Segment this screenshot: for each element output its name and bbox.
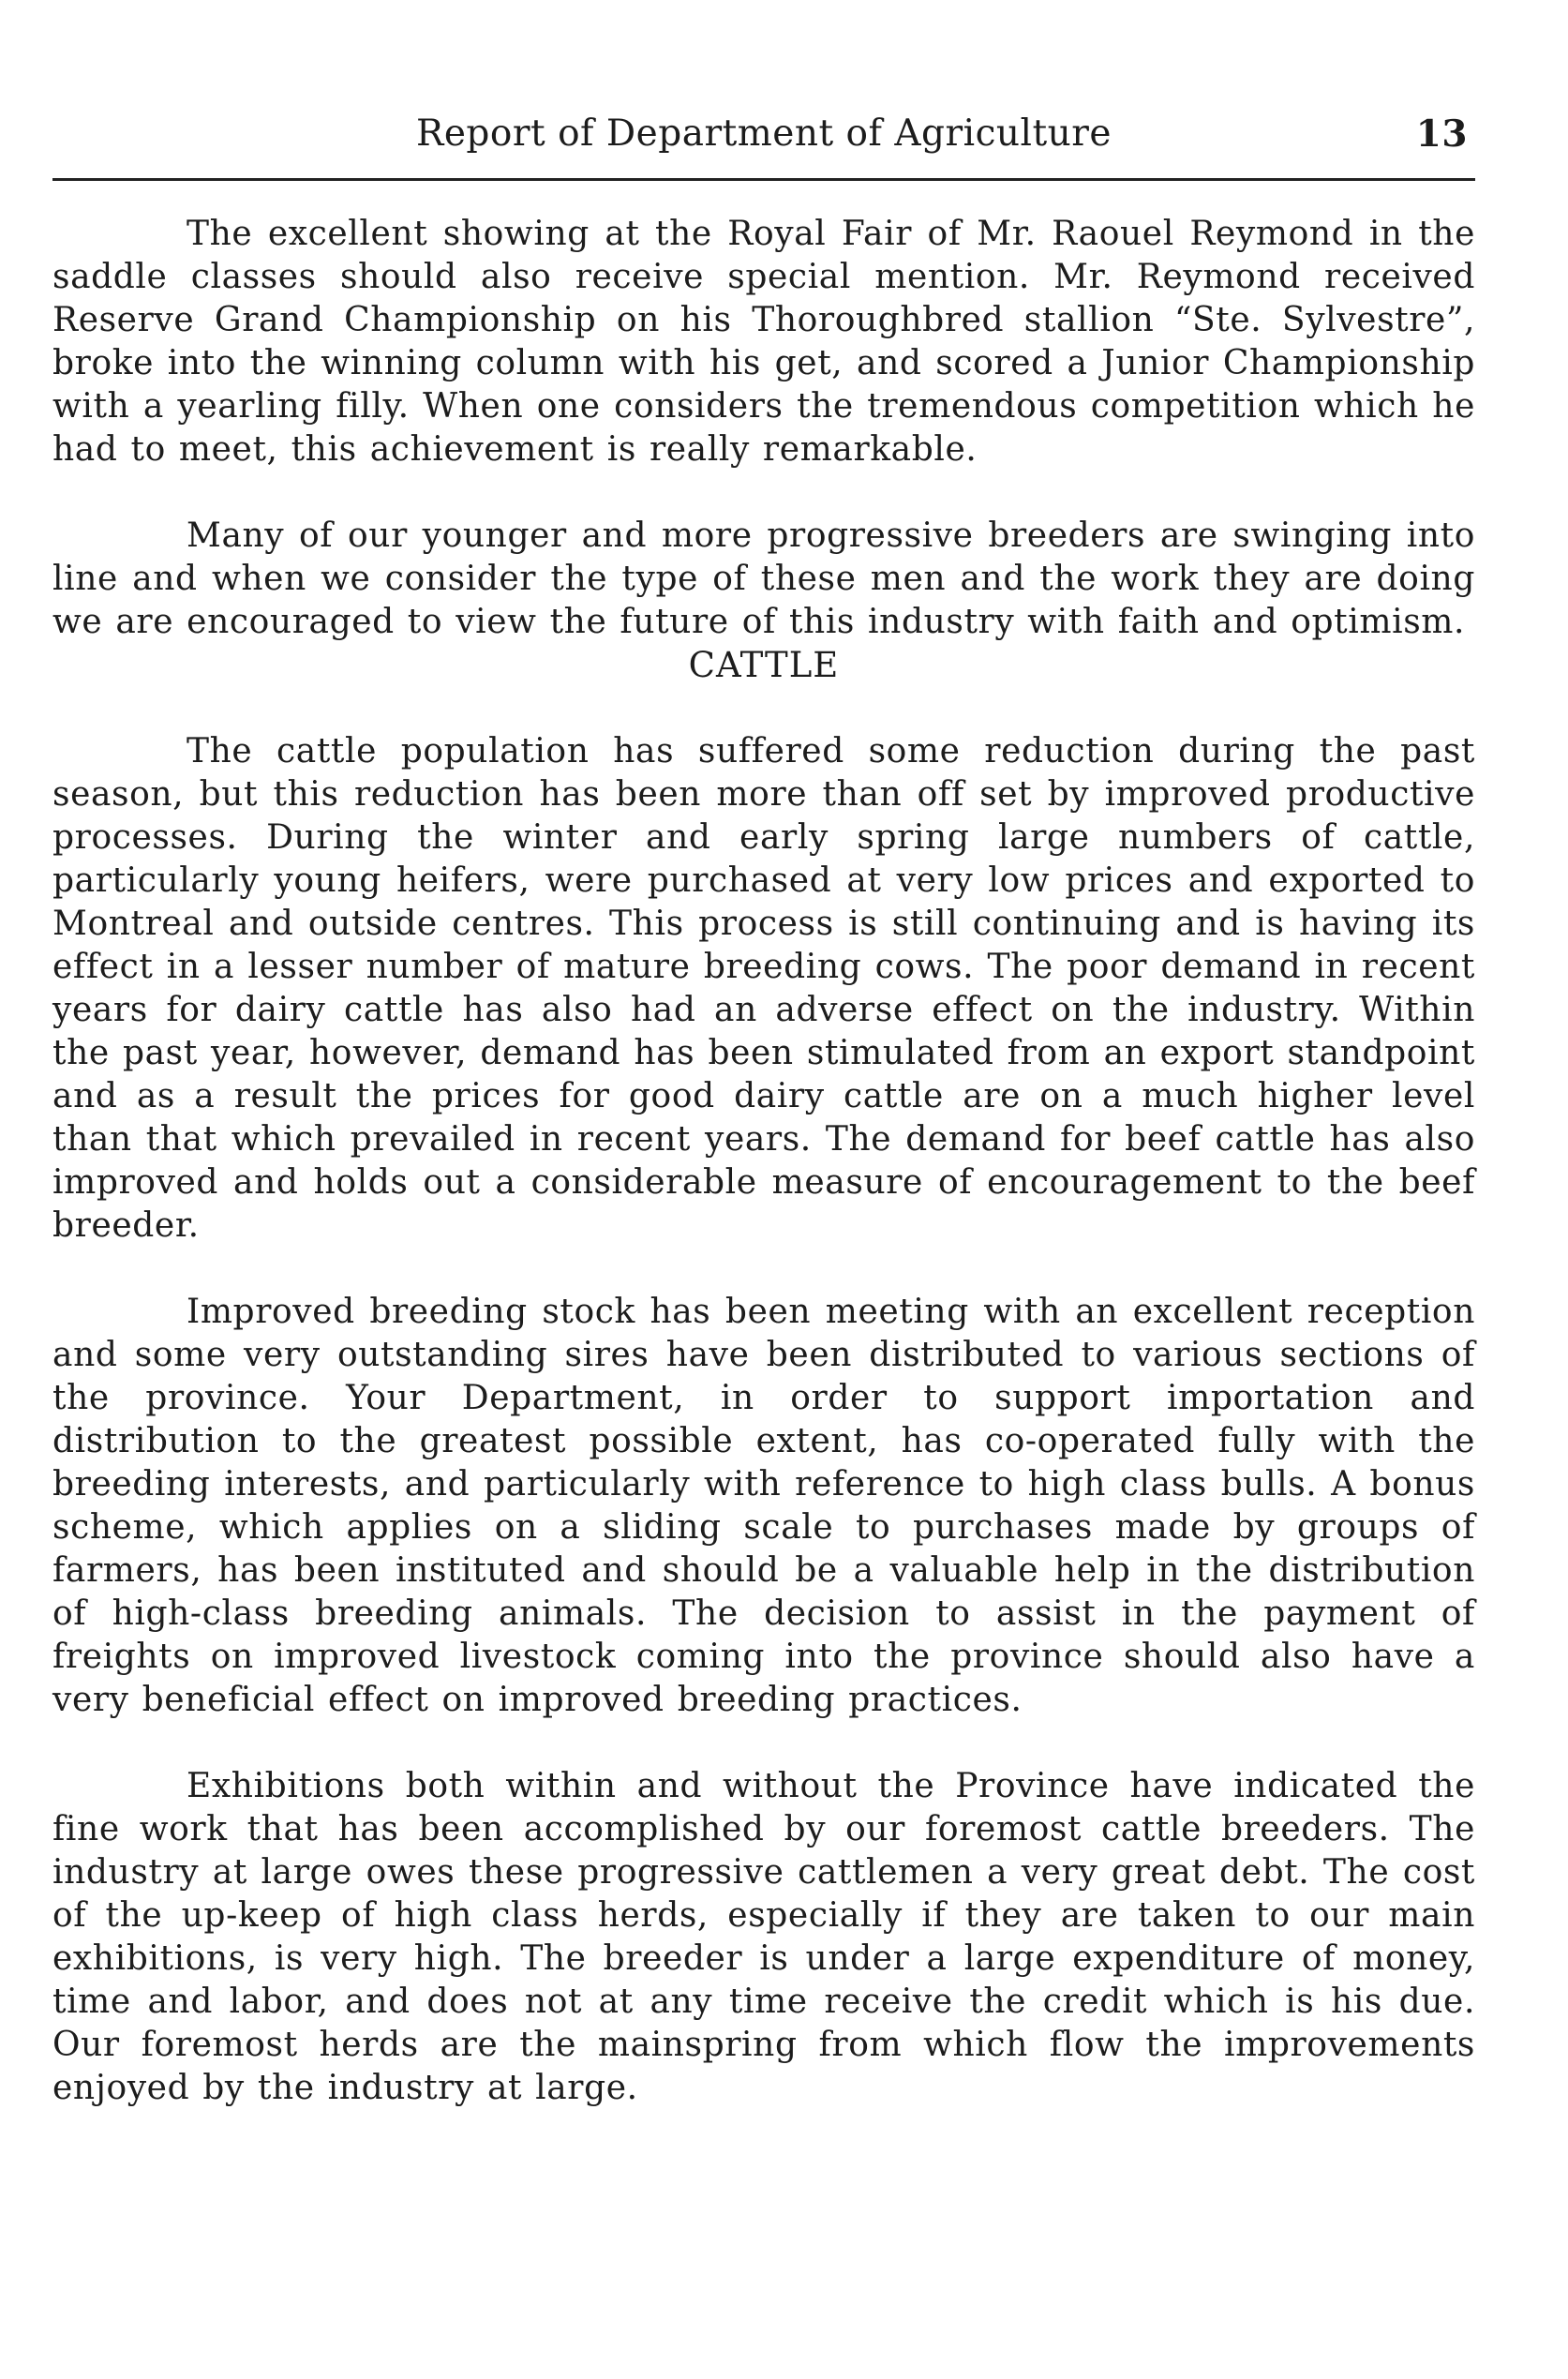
paragraph-improved-breeding-stock: Improved breeding stock has been meeting with an excellent reception and some very outstanding sires have been distributed to various sections of the province. Your Department, in order to support importation and distribution to the greatest possible extent, has co-operated fully with the breeding interests, and particularly with reference to high class bulls. A bonus scheme, which applies on a sliding scale to purchases made by groups of farmers, has been instituted and should be a valuable help in the distribution of high-class breeding animals. The decision to assist in the payment of freights on improved livestock coming into the province should also have a very beneficial effect on improved breeding practices.	[52, 1293, 1475, 1719]
paragraph-royal-fair: The excellent showing at the Royal Fair of Mr. Raouel Reymond in the saddle classes should also receive special mention. Mr. Reymond received Reserve Grand Championship on his Thoroughbred stallion “Ste. Sylvestre”, broke into the winning column with his get, and scored a Junior Championship with a yearling filly. When one considers the tremendous competition which he had to meet, this achievement is really remarkable.	[52, 215, 1475, 469]
header-rule	[52, 178, 1475, 181]
paragraph-exhibitions: Exhibitions both within and without the Province have indicated the fine work that has been accomplished by our foremost cattle breeders. The industry at large owes these progressive cattlemen a very great debt. The cost of the up-keep of high class herds, especially if they are taken to our main exhibitions, is very high. The breeder is under a large expenditure of money, time and labor, and does not at any time receive the credit which is his due. Our foremost herds are the mainspring from which flow the improvements enjoyed by the industry at large.	[52, 1767, 1475, 2107]
paragraph-younger-breeders: Many of our younger and more progressive breeders are swinging into line and when we consider the type of these men and the work they are doing we are encouraged to view the future of this industry with faith and optimism.	[52, 516, 1475, 641]
body-text	[52, 213, 1475, 2110]
section-heading-cattle: CATTLE	[688, 645, 840, 685]
paragraph-cattle-population: The cattle population has suffered some reduction during the past season, but this reduction has been more than off set by improved productive processes. During the winter and early spring large numbers of cattle, particularly young heifers, were purchased at very low prices and exported to Montreal and outside centres. This process is still continuing and is having its effect in a lesser number of mature breeding cows. The poor demand in recent years for dairy cattle has also had an adverse effect on the industry. Within the past year, however, demand has been stimulated from an export standpoint and as a result the prices for good dairy cattle are on a much higher level than that which prevailed in recent years. The demand for beef cattle has also improved and holds out a considerable measure of encouragement to the beef breeder.	[52, 732, 1475, 1245]
running-header	[52, 103, 1475, 161]
page-number: 13	[1415, 112, 1468, 156]
running-title: Report of Department of Agriculture	[415, 112, 1113, 155]
document-page	[52, 103, 1475, 2110]
